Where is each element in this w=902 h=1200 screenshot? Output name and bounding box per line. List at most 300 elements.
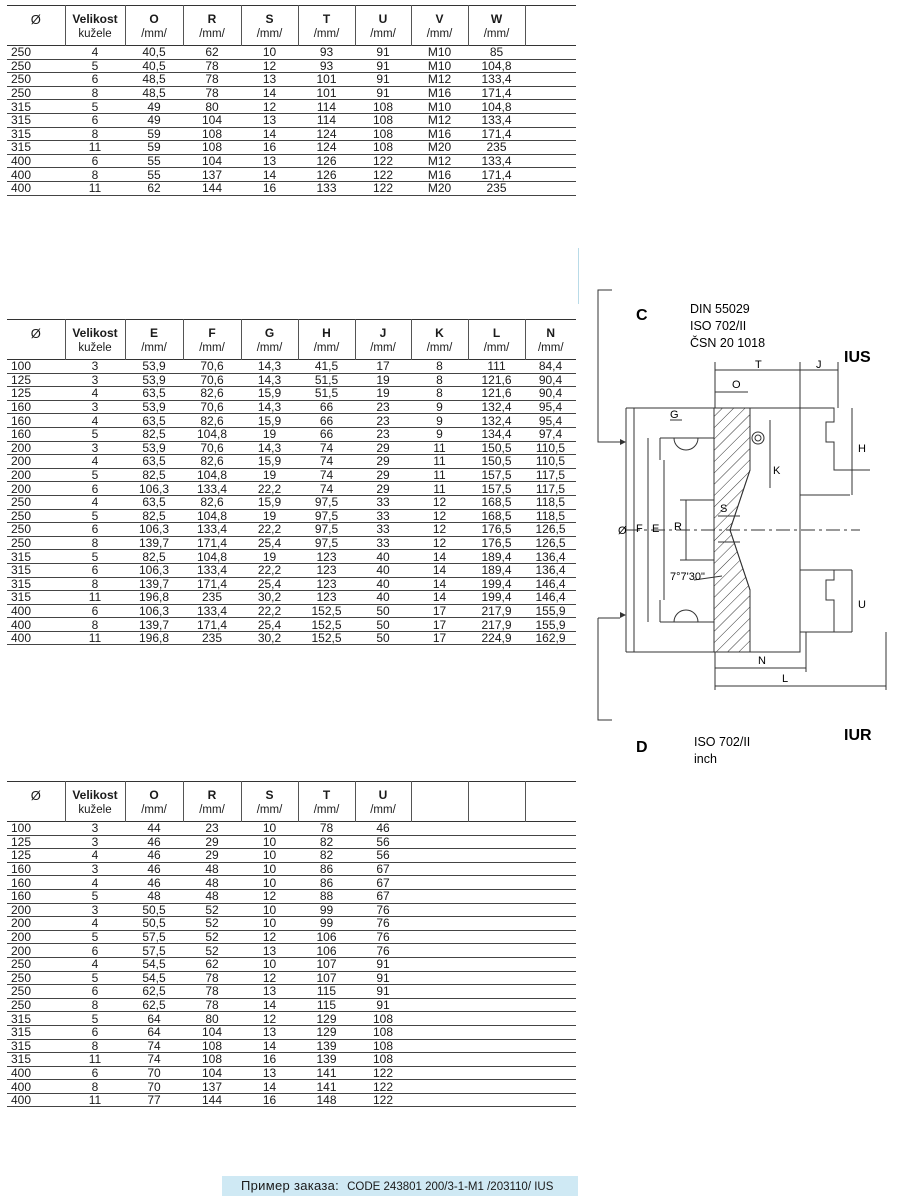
table-cell: 11 [65,591,125,605]
table-cell: 80 [183,100,241,114]
table-cell: 76 [355,944,411,958]
table-cell: 139,7 [125,536,183,550]
table-cell: 139 [298,1039,355,1053]
table-cell: 8 [65,1080,125,1094]
table-cell: 63,5 [125,387,183,401]
table-cell: 14,3 [241,373,298,387]
table-cell: 150,5 [468,455,525,469]
table-cell [411,1053,468,1067]
table-cell: 33 [355,523,411,537]
table-cell: 59 [125,127,183,141]
table-cell: 12 [241,100,298,114]
table-cell [411,971,468,985]
table-cell: 62 [125,181,183,195]
table-cell: 189,4 [468,563,525,577]
table-cell: 3 [65,400,125,414]
table-row [7,1039,576,1053]
table-cell: 91 [355,59,411,73]
column-header-label: S [265,12,274,26]
table-cell: 51,5 [298,387,355,401]
table-header-row [7,320,576,360]
table-cell: 70,6 [183,373,241,387]
table-row [7,903,576,917]
table-cell: 6 [65,985,125,999]
table-cell: 86 [298,876,355,890]
table-cell: 200 [7,944,65,958]
table-cell: 104,8 [468,59,525,73]
table-cell: 91 [355,985,411,999]
column-header-unit: /mm/ [483,342,510,354]
table-cell [525,141,576,155]
table-cell: 48 [183,876,241,890]
table-cell: 129 [298,1025,355,1039]
column-header [468,782,525,822]
table-cell: 125 [7,849,65,863]
table-cell: 152,5 [298,631,355,645]
table-cell: 139,7 [125,577,183,591]
table-cell: 48 [125,889,183,903]
table-cell: 108 [355,1025,411,1039]
table-cell: 29 [183,835,241,849]
column-header-label: Velikost [72,12,118,26]
table-cell: 14 [411,563,468,577]
table-cell [468,1066,525,1080]
table-cell: 101 [298,86,355,100]
table-cell: 19 [241,427,298,441]
table-cell [411,1012,468,1026]
table-cell: 62,5 [125,985,183,999]
table-cell: 4 [65,876,125,890]
table-cell: 70 [125,1066,183,1080]
table-cell: 124 [298,141,355,155]
chuck-technical-drawing [590,280,895,780]
table-cell: 315 [7,577,65,591]
table-cell: 56 [355,849,411,863]
table-cell: 162,9 [525,631,576,645]
table-row [7,181,576,195]
table-cell: 107 [298,971,355,985]
table-cell: 108 [183,1039,241,1053]
table-cell: 10 [241,862,298,876]
table-cell: 16 [241,141,298,155]
table-cell: 48 [183,889,241,903]
table-cell: 4 [65,957,125,971]
table-cell: 91 [355,998,411,1012]
table-cell [468,957,525,971]
table-cell [468,822,525,836]
table-cell [411,862,468,876]
table-cell: 76 [355,903,411,917]
table-cell: 139 [298,1053,355,1067]
table-cell: 22,2 [241,482,298,496]
table-cell: 10 [241,46,298,60]
table-cell: 13 [241,944,298,958]
table-row [7,849,576,863]
table-cell: 106,3 [125,604,183,618]
table-cell: 108 [355,100,411,114]
table-cell: 106 [298,944,355,958]
table-cell: 13 [241,985,298,999]
table-cell: 106,3 [125,482,183,496]
table-cell: 123 [298,550,355,564]
table-cell: 49 [125,100,183,114]
table-cell [525,113,576,127]
dim-r: R [674,521,682,533]
table-cell: 106,3 [125,523,183,537]
table-row [7,618,576,632]
table-cell: 171,4 [183,618,241,632]
column-header-unit: /mm/ [199,28,225,40]
table-cell: 199,4 [468,591,525,605]
table-cell: 152,5 [298,618,355,632]
table-cell: 108 [355,113,411,127]
column-header [241,6,298,46]
table-cell: 70,6 [183,400,241,414]
table-cell: 235 [468,181,525,195]
table-cell: 104 [183,1025,241,1039]
table-cell: 115 [298,985,355,999]
table-cell: 46 [125,862,183,876]
table-cell: 122 [355,154,411,168]
table-cell: 126 [298,154,355,168]
table-cell: 14 [241,998,298,1012]
table-header-row [7,6,576,46]
table-row [7,427,576,441]
table-cell: 76 [355,917,411,931]
table-cell: 5 [65,509,125,523]
table-row [7,1012,576,1026]
table-cell: 11 [411,455,468,469]
table-cell [411,876,468,890]
table-cell: 101 [298,73,355,87]
table-cell: 134,4 [468,427,525,441]
table-cell: M12 [411,154,468,168]
table-cell: 91 [355,957,411,971]
table-cell: 400 [7,181,65,195]
table-cell: 12 [241,889,298,903]
column-header-unit: /mm/ [256,804,283,816]
table-cell: 160 [7,427,65,441]
column-header-unit: kužele [78,28,112,40]
table-cell: 22,2 [241,604,298,618]
table-cell: 132,4 [468,414,525,428]
table-cell: 224,9 [468,631,525,645]
table-row [7,577,576,591]
table-cell: 12 [241,930,298,944]
table-cell: 217,9 [468,604,525,618]
table-row [7,154,576,168]
table-cell: 133 [298,181,355,195]
table-cell: 107 [298,957,355,971]
column-header [298,782,355,822]
table-cell: 133,4 [468,113,525,127]
table-cell: 64 [125,1025,183,1039]
table-cell: 40,5 [125,46,183,60]
table-cell: M20 [411,141,468,155]
table-cell: 250 [7,86,65,100]
column-header-unit: /mm/ [313,28,340,40]
table-cell: 200 [7,482,65,496]
table-cell: 97,5 [298,495,355,509]
column-header-unit: /mm/ [256,342,283,354]
table-cell: 8 [65,618,125,632]
table-row [7,523,576,537]
table-cell: 108 [183,127,241,141]
table-cell: 110,5 [525,441,576,455]
table-row [7,46,576,60]
table-cell: 6 [65,1025,125,1039]
table-cell: 78 [183,998,241,1012]
table-cell: 200 [7,468,65,482]
table-cell: 217,9 [468,618,525,632]
table-cell: 171,4 [183,536,241,550]
standard-csn: ČSN 20 1018 [690,336,766,350]
table-row [7,414,576,428]
table-cell: 106,3 [125,563,183,577]
table-cell: 315 [7,1053,65,1067]
table-cell [468,930,525,944]
column-header-unit: /mm/ [256,28,283,40]
table-cell: 10 [241,903,298,917]
table-cell: 14 [411,550,468,564]
table-cell: 160 [7,862,65,876]
table-cell: 121,6 [468,387,525,401]
table-cell [525,86,576,100]
table-cell: 235 [183,631,241,645]
table-cell: 189,4 [468,550,525,564]
table-cell: 8 [411,387,468,401]
dimensions-table-2 [7,319,576,645]
table-cell: 3 [65,903,125,917]
table-cell [525,168,576,182]
table-cell: 8 [65,1039,125,1053]
table-cell: 51,5 [298,373,355,387]
table-cell [411,835,468,849]
table-row [7,141,576,155]
column-header [183,6,241,46]
column-header [298,6,355,46]
table-cell: 74 [125,1039,183,1053]
table-cell: 44 [125,822,183,836]
table-cell: 196,8 [125,591,183,605]
column-header-unit: /mm/ [426,28,453,40]
table-cell: 82,5 [125,468,183,482]
table-cell: 29 [183,849,241,863]
table-cell: 11 [411,468,468,482]
table-cell [525,154,576,168]
table-cell: 82,6 [183,414,241,428]
table-cell: 23 [355,414,411,428]
dim-n: N [758,655,766,667]
table-cell: 19 [355,373,411,387]
table-cell: 19 [355,387,411,401]
table-row [7,944,576,958]
table-cell: 16 [241,1053,298,1067]
column-header [411,782,468,822]
table-cell: 78 [183,59,241,73]
table-cell [525,917,576,931]
table-cell: 250 [7,536,65,550]
table-cell: 250 [7,971,65,985]
table-row [7,100,576,114]
table-row [7,862,576,876]
table-cell [525,889,576,903]
table-cell: 50,5 [125,917,183,931]
table-cell [525,971,576,985]
table-row [7,1080,576,1094]
table-cell: 17 [355,360,411,374]
column-header-unit: /mm/ [370,342,396,354]
table-cell [525,903,576,917]
table-row [7,985,576,999]
table-cell: 250 [7,523,65,537]
table-cell: 53,9 [125,360,183,374]
table-cell: 123 [298,563,355,577]
table-cell: 8 [65,168,125,182]
table-cell: 63,5 [125,495,183,509]
table-cell [525,944,576,958]
table-cell: 8 [65,127,125,141]
column-header-label: G [264,326,275,340]
table-cell [468,985,525,999]
table-cell: 6 [65,482,125,496]
dim-l: L [782,673,789,685]
dim-h: H [858,443,866,455]
table-cell: 108 [355,127,411,141]
table-header-row [7,782,576,822]
table-cell: 88 [298,889,355,903]
table-cell: 8 [65,998,125,1012]
table-cell: 104,8 [468,100,525,114]
table-row [7,971,576,985]
table-cell: 3 [65,835,125,849]
table-cell: 13 [241,1025,298,1039]
table-cell: 315 [7,1025,65,1039]
column-header-label: V [435,12,444,26]
column-header [241,782,298,822]
table-cell: 62 [183,957,241,971]
table-cell: 48,5 [125,73,183,87]
table-cell: 74 [298,455,355,469]
column-header-label: L [492,326,501,340]
table-cell: 22,2 [241,523,298,537]
table-cell: 17 [411,604,468,618]
table-cell: 12 [241,59,298,73]
column-header-label: R [207,12,217,26]
table-cell: 104,8 [183,468,241,482]
table-cell [468,1012,525,1026]
table-cell: 33 [355,495,411,509]
table-row [7,591,576,605]
table-cell [411,1080,468,1094]
table-cell: 14,3 [241,441,298,455]
table-cell: 85 [468,46,525,60]
table-cell [411,985,468,999]
column-header-label: R [207,788,217,802]
table-cell: 3 [65,441,125,455]
table-cell: 176,5 [468,523,525,537]
table-cell: 250 [7,998,65,1012]
table-cell [525,181,576,195]
table-cell [525,998,576,1012]
table-cell: 315 [7,113,65,127]
table-cell: 160 [7,400,65,414]
table-cell: 124 [298,127,355,141]
table-cell: 64 [125,1012,183,1026]
table-cell [411,1066,468,1080]
table-cell: 82,6 [183,455,241,469]
table-cell: 17 [411,631,468,645]
table-cell: 29 [355,455,411,469]
table-cell: 50,5 [125,903,183,917]
table-cell: 196,8 [125,631,183,645]
table-cell: 77 [125,1093,183,1107]
table-cell: 93 [298,46,355,60]
table-cell [525,1012,576,1026]
angle-label: 7°7'30" [670,571,705,583]
table-cell: 136,4 [525,563,576,577]
column-header-label: S [265,788,274,802]
label-ius: IUS [844,349,871,366]
table-cell: 91 [355,971,411,985]
table-cell [411,917,468,931]
table-cell: 76 [355,930,411,944]
table-cell: 80 [183,1012,241,1026]
table-cell: 6 [65,944,125,958]
dim-f: F [636,523,643,535]
table-cell: 46 [355,822,411,836]
table-cell: 10 [241,876,298,890]
table-cell: 54,5 [125,957,183,971]
column-header-label: U [378,12,388,26]
column-header [525,6,576,46]
table-cell: 250 [7,509,65,523]
table-cell: 40 [355,577,411,591]
column-header-unit: /mm/ [483,28,510,40]
table-cell: 315 [7,100,65,114]
column-header-label: Velikost [72,788,118,802]
table-cell: 53,9 [125,373,183,387]
table-cell: 200 [7,441,65,455]
table-cell [411,1093,468,1107]
table-cell: 30,2 [241,591,298,605]
table-cell: 78 [183,985,241,999]
column-header-unit: /mm/ [537,342,564,354]
table-cell [468,1025,525,1039]
table-cell: 15,9 [241,455,298,469]
column-header [125,6,183,46]
table-row [7,400,576,414]
table-cell: 99 [298,917,355,931]
column-header [65,782,125,822]
dimensions-table-3 [7,781,576,1107]
table-cell: 200 [7,455,65,469]
column-header [411,320,468,360]
column-header-label: U [378,788,388,802]
column-header-unit: kužele [78,804,112,816]
column-header-unit: /mm/ [199,342,225,354]
table-cell: 56 [355,835,411,849]
table-cell: 5 [65,889,125,903]
table-cell: 250 [7,73,65,87]
table-cell: 14 [411,591,468,605]
table-cell: 155,9 [525,604,576,618]
table-cell: 5 [65,59,125,73]
table-row [7,835,576,849]
table-row [7,1053,576,1067]
table-row [7,604,576,618]
standard-inch: inch [694,752,717,766]
